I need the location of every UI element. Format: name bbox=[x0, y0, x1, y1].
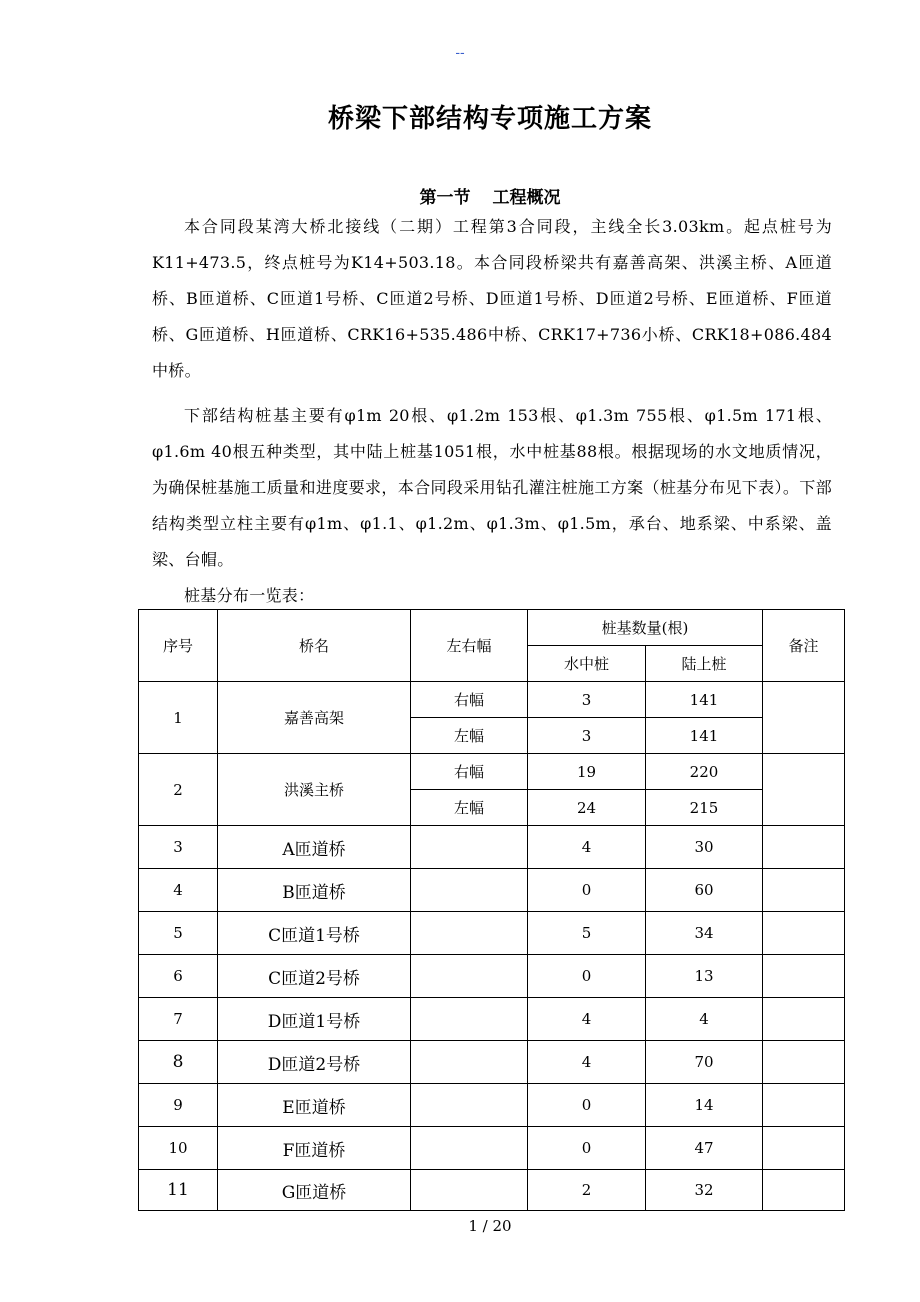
paragraph-table-caption: 桩基分布一览表： bbox=[184, 586, 315, 605]
cell-bridge: F匝道桥 bbox=[218, 1127, 411, 1170]
cell-remark bbox=[763, 1170, 845, 1211]
cell-seq: 8 bbox=[139, 1041, 218, 1084]
cell-land: 60 bbox=[646, 869, 763, 912]
table-row bbox=[139, 826, 845, 869]
cell-bridge: A匝道桥 bbox=[218, 826, 411, 869]
cell-land: 13 bbox=[646, 955, 763, 998]
section-heading bbox=[0, 183, 920, 208]
cell-land: 32 bbox=[646, 1170, 763, 1211]
table-row bbox=[139, 1084, 845, 1127]
header-water: 水中桩 bbox=[528, 646, 646, 682]
cell-seq: 11 bbox=[139, 1170, 218, 1211]
cell-seq: 7 bbox=[139, 998, 218, 1041]
cell-side bbox=[411, 1127, 528, 1170]
cell-land: 4 bbox=[646, 998, 763, 1041]
table-header-row bbox=[139, 610, 845, 646]
cell-seq: 6 bbox=[139, 955, 218, 998]
cell-land: 220 bbox=[646, 754, 763, 790]
section-name: 工程概况 bbox=[492, 188, 561, 208]
cell-side: 右幅 bbox=[411, 682, 528, 718]
header-land: 陆上桩 bbox=[646, 646, 763, 682]
cell-land: 47 bbox=[646, 1127, 763, 1170]
cell-bridge: C匝道2号桥 bbox=[218, 955, 411, 998]
cell-side bbox=[411, 998, 528, 1041]
cell-seq: 1 bbox=[139, 682, 218, 754]
cell-side bbox=[411, 912, 528, 955]
header-seq: 序号 bbox=[139, 610, 218, 682]
cell-land: 30 bbox=[646, 826, 763, 869]
cell-bridge: 洪溪主桥 bbox=[218, 754, 411, 826]
header-bridge: 桥名 bbox=[218, 610, 411, 682]
cell-water: 3 bbox=[528, 718, 646, 754]
cell-water: 0 bbox=[528, 955, 646, 998]
cell-water: 19 bbox=[528, 754, 646, 790]
cell-side bbox=[411, 1041, 528, 1084]
cell-remark bbox=[763, 754, 845, 826]
cell-remark bbox=[763, 1041, 845, 1084]
cell-bridge: D匝道1号桥 bbox=[218, 998, 411, 1041]
cell-side bbox=[411, 1170, 528, 1211]
cell-water: 0 bbox=[528, 1127, 646, 1170]
cell-remark bbox=[763, 998, 845, 1041]
cell-seq: 10 bbox=[139, 1127, 218, 1170]
cell-bridge: B匝道桥 bbox=[218, 869, 411, 912]
cell-remark bbox=[763, 955, 845, 998]
cell-remark bbox=[763, 826, 845, 869]
header-side: 左右幅 bbox=[411, 610, 528, 682]
cell-land: 70 bbox=[646, 1041, 763, 1084]
header-remark: 备注 bbox=[763, 610, 845, 682]
cell-side: 右幅 bbox=[411, 754, 528, 790]
cell-remark bbox=[763, 682, 845, 754]
pile-distribution-table bbox=[138, 609, 845, 1211]
cell-seq: 3 bbox=[139, 826, 218, 869]
cell-land: 141 bbox=[646, 682, 763, 718]
table-row bbox=[139, 1041, 845, 1084]
cell-side: 左幅 bbox=[411, 718, 528, 754]
header-pile-count: 桩基数量(根) bbox=[528, 610, 763, 646]
cell-water: 2 bbox=[528, 1170, 646, 1211]
page-number: 1 / 20 bbox=[468, 1217, 512, 1235]
section-number: 第一节 bbox=[419, 188, 471, 208]
cell-seq: 9 bbox=[139, 1084, 218, 1127]
table-row bbox=[139, 955, 845, 998]
table-row bbox=[139, 998, 845, 1041]
cell-remark bbox=[763, 869, 845, 912]
table-row bbox=[139, 1127, 845, 1170]
cell-water: 3 bbox=[528, 682, 646, 718]
cell-seq: 2 bbox=[139, 754, 218, 826]
cell-water: 4 bbox=[528, 998, 646, 1041]
table-row bbox=[139, 1170, 845, 1211]
cell-bridge: E匝道桥 bbox=[218, 1084, 411, 1127]
cell-water: 4 bbox=[528, 1041, 646, 1084]
cell-water: 0 bbox=[528, 869, 646, 912]
cell-bridge: C匝道1号桥 bbox=[218, 912, 411, 955]
paragraph-substructure: 下部结构桩基主要有φ1m 20根、φ1.2m 153根、φ1.3m 755根、φ1.5m 171根、φ1.6m 40根五种类型，其中陆上桩基1051根，水中桩基88根。根据现场的水文地质情况，为确保桩基施工质量和进度要求，本合同段采用钻孔灌注桩施工方案（桩基分布见下表）。下部结构类型立柱主要有φ1m、φ1.1、φ1.2m、φ1.3m、φ1.5m，承台、地系梁、中系梁、盖梁、台帽。 bbox=[152, 406, 832, 569]
cell-bridge: D匝道2号桥 bbox=[218, 1041, 411, 1084]
cell-bridge: G匝道桥 bbox=[218, 1170, 411, 1211]
cell-side: 左幅 bbox=[411, 790, 528, 826]
cell-water: 4 bbox=[528, 826, 646, 869]
cell-land: 215 bbox=[646, 790, 763, 826]
cell-side bbox=[411, 1084, 528, 1127]
cell-land: 14 bbox=[646, 1084, 763, 1127]
cell-water: 24 bbox=[528, 790, 646, 826]
cell-side bbox=[411, 869, 528, 912]
cell-land: 141 bbox=[646, 718, 763, 754]
document-title: 桥梁下部结构专项施工方案 bbox=[327, 104, 652, 134]
cell-water: 5 bbox=[528, 912, 646, 955]
table-row bbox=[139, 912, 845, 955]
cell-remark bbox=[763, 912, 845, 955]
paragraph-overview: 本合同段某湾大桥北接线（二期）工程第3合同段，主线全长3.03km。起点桩号为K11+473.5，终点桩号为K14+503.18。本合同段桥梁共有嘉善高架、洪溪主桥、A匝道桥、B匝道桥、C匝道1号桥、C匝道2号桥、D匝道1号桥、D匝道2号桥、E匝道桥、F匝道桥、G匝道桥、H匝道桥、CRK16+535.486中桥、CRK17+736小桥、CRK18+086.484中桥。 bbox=[152, 217, 832, 380]
table-row bbox=[139, 682, 845, 718]
header-mark: -- bbox=[455, 44, 465, 60]
body-text bbox=[152, 209, 832, 614]
cell-side bbox=[411, 955, 528, 998]
cell-bridge: 嘉善高架 bbox=[218, 682, 411, 754]
cell-remark bbox=[763, 1127, 845, 1170]
cell-water: 0 bbox=[528, 1084, 646, 1127]
table-row bbox=[139, 869, 845, 912]
table-row bbox=[139, 754, 845, 790]
cell-land: 34 bbox=[646, 912, 763, 955]
cell-remark bbox=[763, 1084, 845, 1127]
cell-side bbox=[411, 826, 528, 869]
cell-seq: 5 bbox=[139, 912, 218, 955]
cell-seq: 4 bbox=[139, 869, 218, 912]
